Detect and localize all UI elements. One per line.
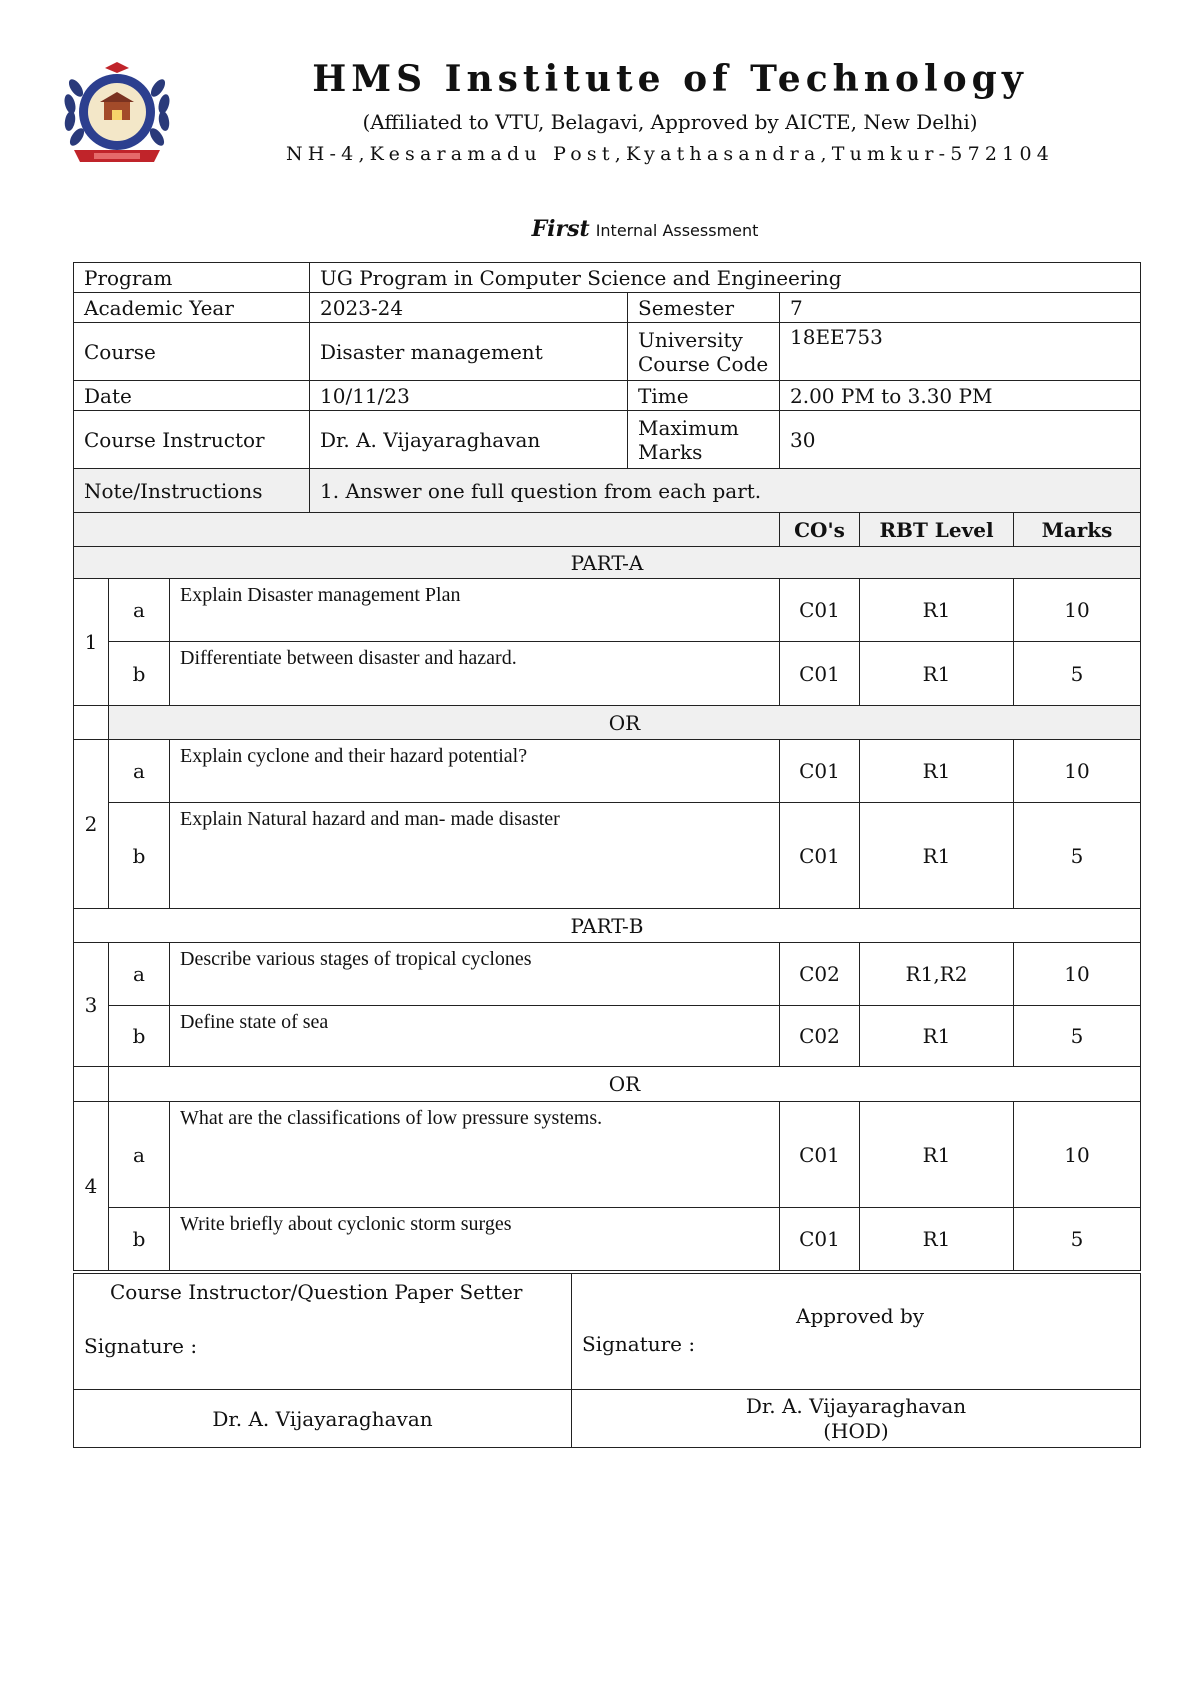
course-label: Course (74, 323, 310, 381)
sub-question-label: a (109, 943, 170, 1006)
question-rbt: R1 (860, 1006, 1014, 1067)
question-number: 1 (74, 579, 109, 706)
question-row (74, 1208, 1141, 1271)
question-marks: 10 (1014, 579, 1141, 642)
marks-header: Marks (1014, 513, 1141, 547)
code-value: 18EE753 (780, 323, 1141, 381)
approver-role: (HOD) (823, 1418, 889, 1443)
institute-crest-icon (60, 58, 174, 168)
question-text: Define state of sea (170, 1006, 780, 1067)
row-date (74, 381, 1141, 411)
question-number: 2 (74, 740, 109, 909)
year-value: 2023-24 (310, 293, 628, 323)
column-header-row (74, 513, 1141, 547)
sub-question-label: a (109, 579, 170, 642)
date-value: 10/11/23 (310, 381, 628, 411)
question-number: 4 (74, 1102, 109, 1271)
question-co: C01 (780, 740, 860, 803)
question-marks: 5 (1014, 803, 1141, 909)
co-header: CO's (780, 513, 860, 547)
sub-question-label: b (109, 1006, 170, 1067)
question-text: Differentiate between disaster and hazard. (170, 642, 780, 706)
institute-name: HMS Institute of Technology (312, 58, 1028, 100)
assessment-title (0, 216, 1200, 242)
question-row (74, 642, 1141, 706)
question-number: 3 (74, 943, 109, 1067)
sub-question-label: b (109, 803, 170, 909)
question-rbt: R1 (860, 1102, 1014, 1208)
sub-question-label: a (109, 1102, 170, 1208)
course-value: Disaster management (310, 323, 628, 381)
section-or (74, 706, 1141, 740)
question-marks: 5 (1014, 1208, 1141, 1271)
question-co: C01 (780, 1208, 860, 1271)
setter-signature-label: Signature : (84, 1334, 198, 1358)
question-text: Describe various stages of tropical cyclones (170, 943, 780, 1006)
approver-name: Dr. A. Vijayaraghavan (745, 1393, 967, 1418)
question-text: Explain cyclone and their hazard potential? (170, 740, 780, 803)
row-year (74, 293, 1141, 323)
signature-row (74, 1274, 1141, 1390)
question-rbt: R1,R2 (860, 943, 1014, 1006)
row-note (74, 469, 1141, 513)
date-label: Date (74, 381, 310, 411)
question-rbt: R1 (860, 740, 1014, 803)
question-rbt: R1 (860, 579, 1014, 642)
question-marks: 5 (1014, 642, 1141, 706)
note-label: Note/Instructions (74, 469, 310, 513)
approver-signature-label: Signature : (582, 1332, 696, 1356)
signature-table (73, 1273, 1141, 1448)
semester-label: Semester (628, 293, 780, 323)
question-co: C01 (780, 642, 860, 706)
names-row (74, 1390, 1141, 1448)
part-a-label: PART-A (74, 547, 1141, 579)
program-value: UG Program in Computer Science and Engineering (310, 263, 1141, 293)
question-co: C01 (780, 579, 860, 642)
or-label: OR (109, 706, 1141, 740)
time-label: Time (628, 381, 780, 411)
question-text: Explain Natural hazard and man- made disaster (170, 803, 780, 909)
question-co: C01 (780, 803, 860, 909)
approved-by: Approved by (796, 1304, 925, 1328)
question-co: C01 (780, 1102, 860, 1208)
year-label: Academic Year (74, 293, 310, 323)
question-marks: 10 (1014, 1102, 1141, 1208)
question-marks: 10 (1014, 740, 1141, 803)
row-instructor (74, 411, 1141, 469)
affiliation: (Affiliated to VTU, Belagavi, Approved by AICTE, New Delhi) (362, 110, 978, 134)
question-row (74, 803, 1141, 909)
question-row (74, 579, 1141, 642)
question-row (74, 740, 1141, 803)
assessment-label: Internal Assessment (595, 221, 759, 240)
sub-question-label: b (109, 642, 170, 706)
question-text: Explain Disaster management Plan (170, 579, 780, 642)
question-text: Write briefly about cyclonic storm surges (170, 1208, 780, 1271)
sub-question-label: b (109, 1208, 170, 1271)
time-value: 2.00 PM to 3.30 PM (780, 381, 1141, 411)
section-part-a (74, 547, 1141, 579)
section-part-b (74, 909, 1141, 943)
approver-signature-cell (572, 1274, 1141, 1390)
section-or (74, 1067, 1141, 1102)
question-marks: 10 (1014, 943, 1141, 1006)
max-marks-value: 30 (780, 411, 1141, 469)
approver-name-cell (572, 1390, 1141, 1448)
question-rbt: R1 (860, 803, 1014, 909)
question-row (74, 1102, 1141, 1208)
question-co: C02 (780, 943, 860, 1006)
instructor-label: Course Instructor (74, 411, 310, 469)
instructor-value: Dr. A. Vijayaraghavan (310, 411, 628, 469)
row-course (74, 323, 1141, 381)
or-label: OR (109, 1067, 1141, 1102)
max-marks-label: Maximum Marks (628, 411, 780, 469)
rbt-header: RBT Level (860, 513, 1014, 547)
question-row (74, 1006, 1141, 1067)
setter-name: Dr. A. Vijayaraghavan (74, 1390, 572, 1448)
question-text: What are the classifications of low pressure systems. (170, 1102, 780, 1208)
question-marks: 5 (1014, 1006, 1141, 1067)
address: NH-4,Kesaramadu Post,Kyathasandra,Tumkur-572104 (285, 143, 1055, 165)
exam-table (73, 262, 1141, 1271)
question-row (74, 943, 1141, 1006)
program-label: Program (74, 263, 310, 293)
row-program (74, 263, 1141, 293)
setter-signature-cell (74, 1274, 572, 1390)
setter-title: Course Instructor/Question Paper Setter (110, 1280, 523, 1304)
question-rbt: R1 (860, 1208, 1014, 1271)
part-b-label: PART-B (74, 909, 1141, 943)
question-rbt: R1 (860, 642, 1014, 706)
semester-value: 7 (780, 293, 1141, 323)
note-value: 1. Answer one full question from each part. (310, 469, 1141, 513)
sub-question-label: a (109, 740, 170, 803)
code-label: University Course Code (628, 323, 780, 381)
question-co: C02 (780, 1006, 860, 1067)
assessment-ordinal: First (531, 216, 590, 242)
